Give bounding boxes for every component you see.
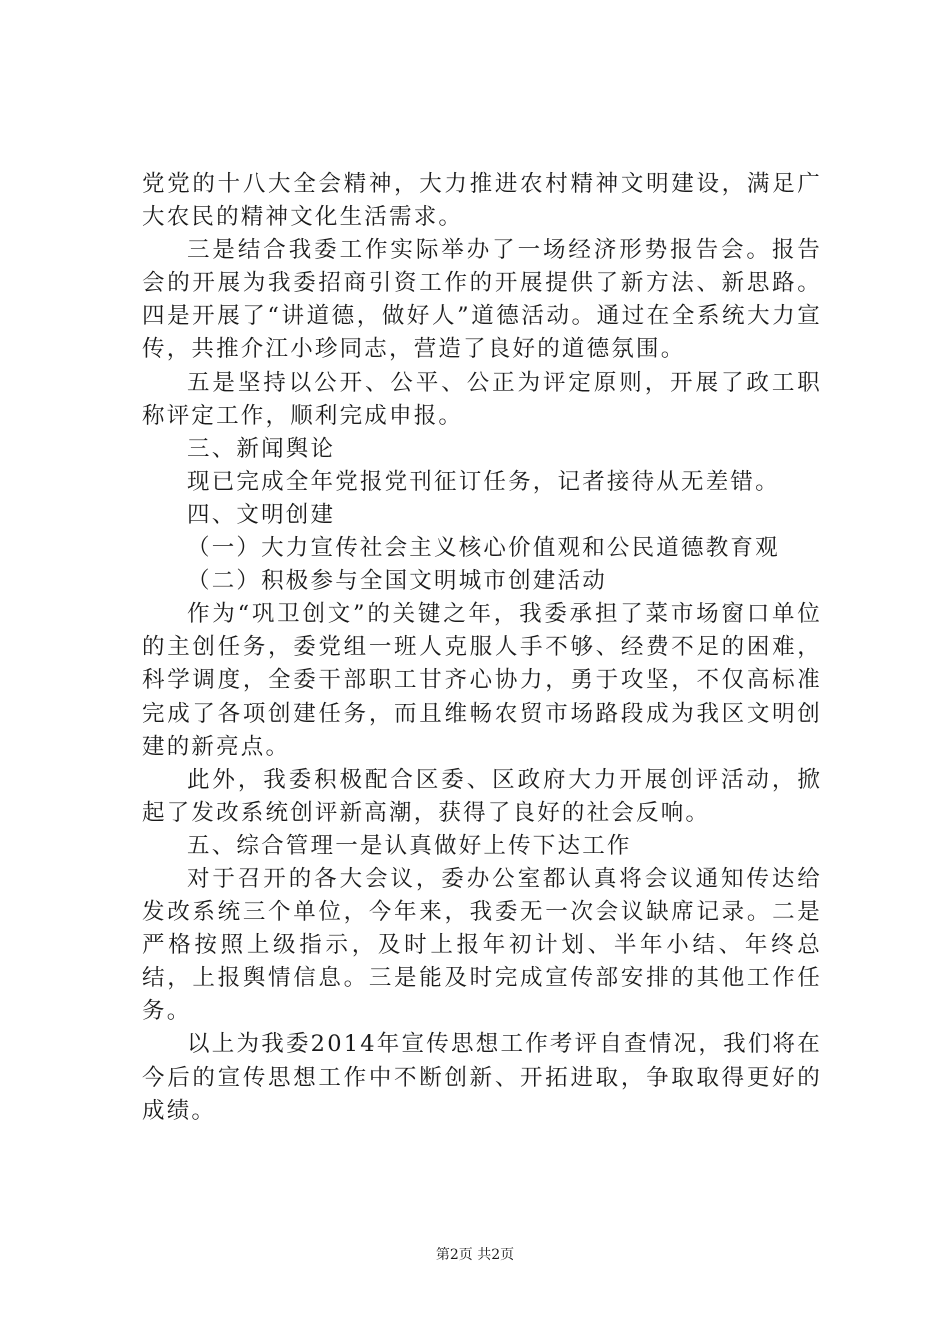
paragraph: 对于召开的各大会议，委办公室都认真将会议通知传达给发改系统三个单位，今年来，我委无一次会议缺席记录。二是严格按照上级指示，及时上报年初计划、半年小结、年终总结，上报舆情信息。三是能及时完成宣传部安排的其他工作任务。 xyxy=(142,865,822,1025)
paragraph: 五是坚持以公开、公平、公正为评定原则，开展了政工职称评定工作，顺利完成申报。 xyxy=(142,369,822,429)
section-heading: 五、综合管理一是认真做好上传下达工作 xyxy=(187,832,632,859)
paragraph: 此外，我委积极配合区委、区政府大力开展创评活动，掀起了发改系统创评新高潮，获得了良好的社会反响。 xyxy=(142,766,822,826)
section-heading: 四、文明创建 xyxy=(187,501,336,528)
section-heading: 三、新闻舆论 xyxy=(187,435,336,462)
document-body xyxy=(142,168,822,1128)
paragraph: 三是结合我委工作实际举办了一场经济形势报告会。报告会的开展为我委招商引资工作的开展提供了新方法、新思路。四是开展了“讲道德，做好人”道德活动。通过在全系统大力宣传，共推介江小珍同志，营造了良好的道德氛围。 xyxy=(142,237,822,363)
paragraph: 以上为我委2014年宣传思想工作考评自查情况，我们将在今后的宣传思想工作中不断创新、开拓进取，争取取得更好的成绩。 xyxy=(142,1031,822,1124)
paragraph: 作为“巩卫创文”的关键之年，我委承担了菜市场窗口单位的主创任务，委党组一班人克服人手不够、经费不足的困难，科学调度，全委干部职工甘齐心协力，勇于攻坚，不仅高标准完成了各项创建任务，而且维畅农贸市场路段成为我区文明创建的新亮点。 xyxy=(142,601,822,760)
paragraph: 现已完成全年党报党刊征订任务，记者接待从无差错。 xyxy=(187,468,780,495)
page-number-footer: 第2页 共2页 xyxy=(435,1247,515,1263)
subsection-heading: （一）大力宣传社会主义核心价值观和公民道德教育观 xyxy=(187,535,780,562)
subsection-heading: （二）积极参与全国文明城市创建活动 xyxy=(187,568,607,595)
paragraph: 党党的十八大全会精神，大力推进农村精神文明建设，满足广大农民的精神文化生活需求。 xyxy=(142,171,822,231)
